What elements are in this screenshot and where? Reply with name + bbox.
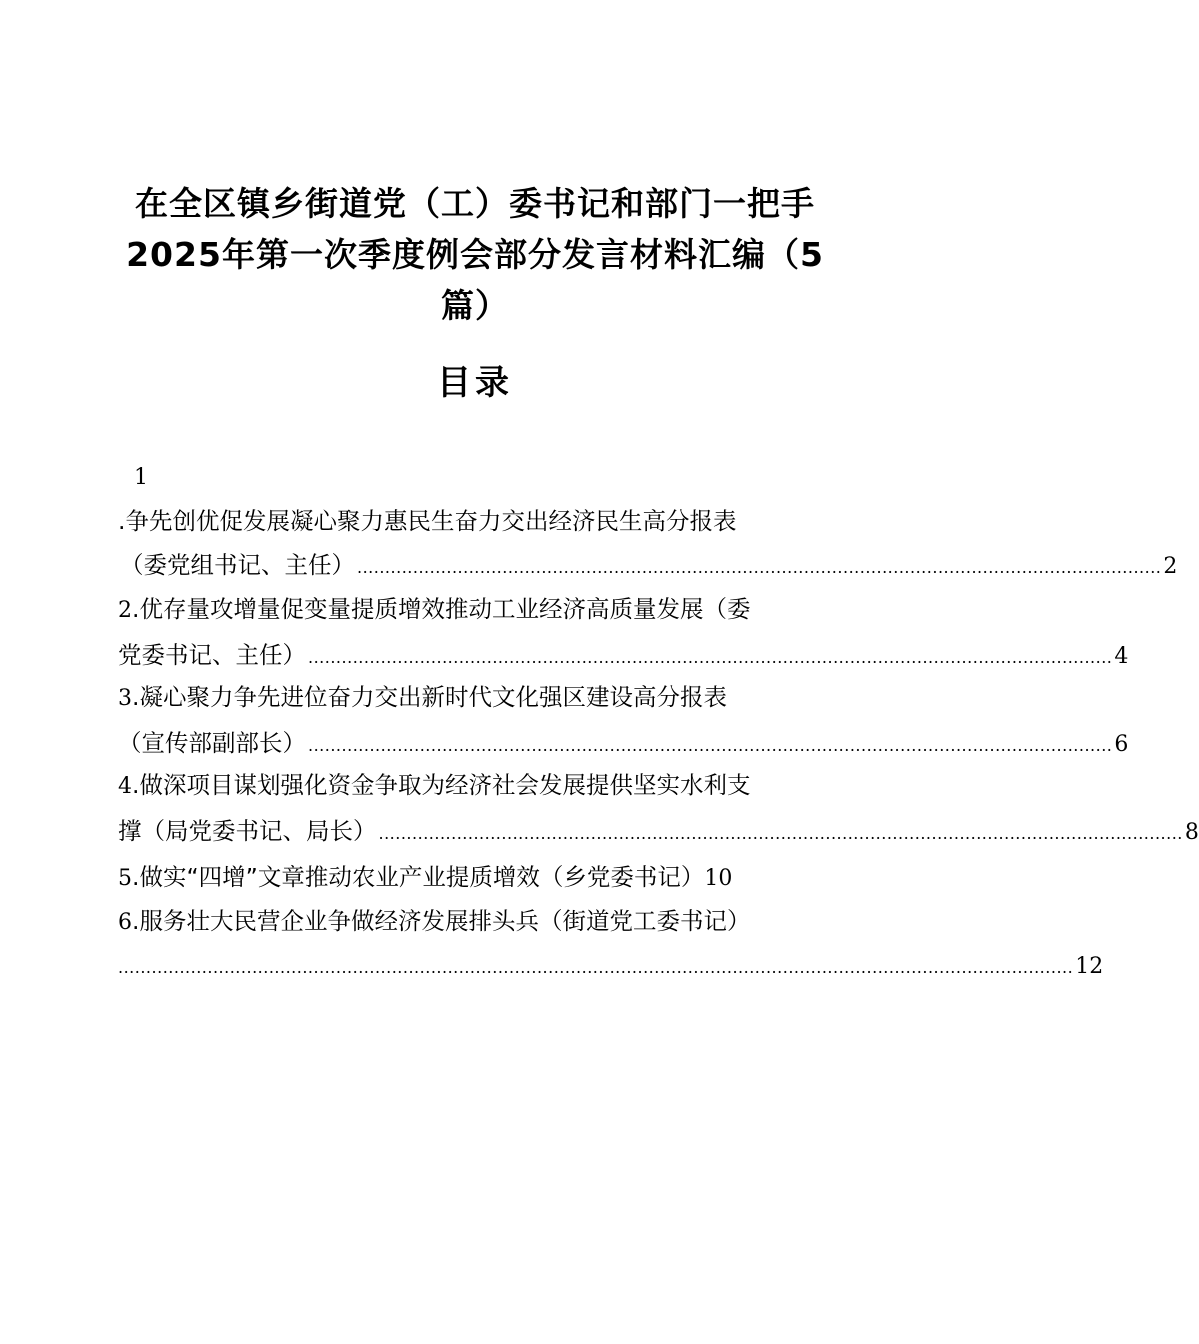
toc-entry-1-line1: .争先创优促发展凝心聚力惠民生奋力交出经济民生高分报表: [118, 507, 737, 535]
toc-entry-6[interactable]: [118, 899, 1104, 990]
toc-entry-4-line2: 撑（局党委书记、局长）: [118, 817, 377, 845]
dot-leader: ................................................................................................................................................: [357, 558, 1162, 577]
title-line-3: 篇）: [441, 286, 509, 325]
document-title: [110, 178, 840, 331]
toc-entry-3-line2: （宣传部副部长）: [118, 729, 306, 757]
toc-entry-4-line1: 4.做深项目谋划强化资金争取为经济社会发展提供坚实水利支: [118, 771, 751, 799]
toc-entry-1-page: 2: [1163, 554, 1178, 579]
toc-entry-4-page: 8: [1184, 820, 1199, 845]
toc-lead-number: 1: [134, 465, 148, 490]
dot-leader: ...........................................................................................................................................................................: [118, 958, 1074, 977]
toc-entry-6-line1: 6.服务壮大民营企业争做经济发展排头兵（街道党工委书记）: [118, 907, 751, 935]
toc-heading: 目录: [437, 363, 513, 403]
toc-entry-3-page: 6: [1114, 732, 1129, 757]
toc-entry-1-line2: （委党组书记、主任）: [120, 551, 355, 579]
dot-leader: ................................................................................................................................................: [308, 736, 1113, 755]
toc-entry-5-line1: 5.做实“四增”文章推动农业产业提质增效（乡党委书记）10: [118, 863, 733, 891]
title-line-2: 2025年第一次季度例会部分发言材料汇编（5: [126, 235, 824, 274]
toc-entry-4[interactable]: [118, 763, 1199, 856]
toc-entry-2-line1: 2.优存量攻增量促变量提质增效推动工业经济高质量发展（委: [118, 595, 751, 623]
toc-entry-6-page: 12: [1075, 954, 1104, 979]
toc-entry-1[interactable]: [118, 499, 1178, 590]
toc-entry-5[interactable]: [118, 855, 830, 901]
toc-entry-3-line1: 3.凝心聚力争先进位奋力交出新时代文化强区建设高分报表: [118, 683, 727, 711]
toc-entry-2[interactable]: [118, 587, 1129, 680]
dot-leader: ................................................................................................................................................: [378, 824, 1183, 843]
toc-entry-5-page: 10: [704, 866, 733, 891]
dot-leader: ................................................................................................................................................: [308, 648, 1113, 667]
toc-entry-2-line2: 党委书记、主任）: [118, 641, 306, 669]
toc-entry-3[interactable]: [118, 675, 1129, 768]
title-line-1: 在全区镇乡街道党（工）委书记和部门一把手: [135, 184, 815, 223]
toc-entry-2-page: 4: [1114, 644, 1129, 669]
